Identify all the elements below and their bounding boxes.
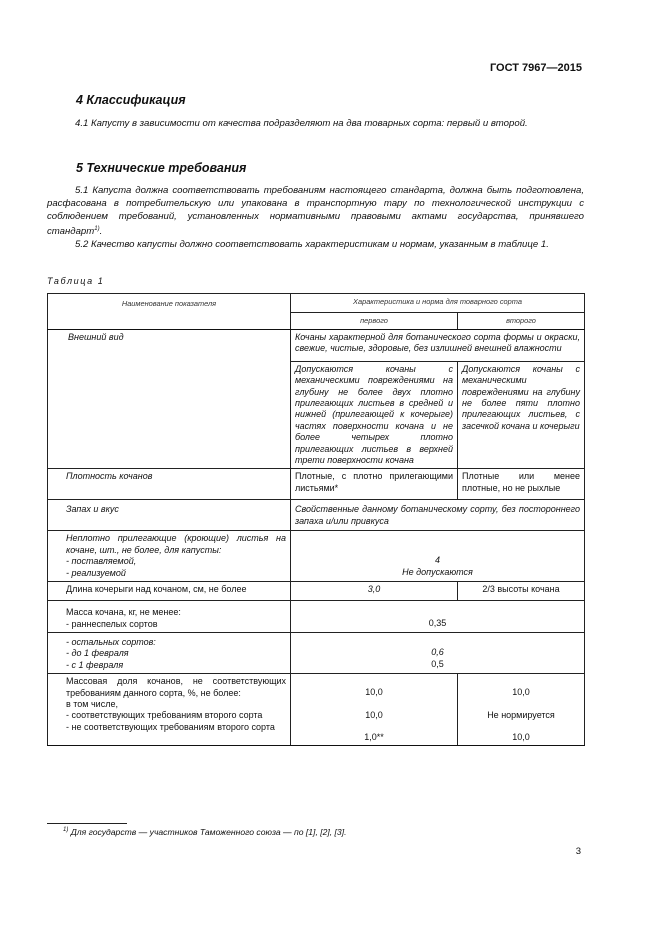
table-row <box>48 601 585 633</box>
appearance-first: Допускаются кочаны с механическими повреждениями на глубину не более двух плотно прилегающих листьев в средней и нижней (прилегающей к кочерыге) частях поверхности кочана и не более четырех плотно прилегающих листьев в верхней трети поверхности кочана <box>291 361 458 469</box>
table-row <box>48 500 585 531</box>
row-label-density: Плотность кочанов <box>48 469 291 500</box>
loose-leaves-val2: Не допускаются <box>402 566 473 577</box>
mass-val3: 0,6 <box>431 647 444 658</box>
mass-val1: 0,35 <box>291 601 585 633</box>
share-label: Массовая доля кочанов, не соответствующих требованиям данного сорта, %, не более: <box>66 676 286 698</box>
table-caption: Таблица 1 <box>47 276 105 286</box>
stalk-second: 2/3 высоты кочана <box>458 582 585 601</box>
clause-5-1-end: . <box>99 226 103 238</box>
row-label-appearance: Внешний вид <box>48 330 291 469</box>
loose-leaves-sub2: - реализуемой <box>66 567 126 578</box>
footnote-marker: 1) <box>63 827 69 834</box>
header-second-grade: второго <box>458 313 585 330</box>
share-sub2: - соответствующих требованиям второго сорта <box>66 710 263 721</box>
share-sub3: - не соответствующих требованиям второго сорта <box>66 721 275 732</box>
loose-leaves-values <box>291 531 585 582</box>
section-4-paragraph <box>47 117 584 130</box>
share-second-values <box>458 674 585 746</box>
share-first2: 1,0** <box>364 731 384 742</box>
page-number: 3 <box>575 846 581 857</box>
header-first-grade: первого <box>291 313 458 330</box>
mass-values-other <box>291 632 585 673</box>
document-id: ГОСТ 7967—2015 <box>489 62 582 74</box>
table-row <box>48 330 585 362</box>
row-label-loose-leaves <box>48 531 291 582</box>
footnote-divider <box>47 823 127 824</box>
table-row <box>48 531 585 582</box>
loose-leaves-sub1: - поставляемой, <box>66 556 137 567</box>
footnote-ref: 1) <box>94 226 100 232</box>
row-label-stalk: Длина кочерыги над кочаном, см, не более <box>48 582 291 601</box>
mass-label: Масса кочана, кг, не менее: <box>66 607 181 618</box>
density-first: Плотные, с плотно прилегающими листьями* <box>291 469 458 500</box>
mass-sub1: - раннеспелых сортов <box>66 618 158 629</box>
clause-5-2: 5.2 Качество капусты должно соответствовать характеристикам и нормам, указанным в таблице 1. <box>75 239 549 251</box>
footnote-text: Для государств — участников Таможенного союза — по [1], [2], [3]. <box>70 827 347 837</box>
share-first-values <box>291 674 458 746</box>
share-sub1: в том числе, <box>66 698 118 709</box>
loose-leaves-label: Неплотно прилегающие (кроющие) листья на кочане, шт., не более, для капусты: <box>66 533 286 555</box>
row-label-smell: Запах и вкус <box>48 500 291 531</box>
share-second2: 10,0 <box>512 731 530 742</box>
row-label-share <box>48 674 291 746</box>
footnote <box>63 827 347 837</box>
row-label-mass-other <box>48 632 291 673</box>
loose-leaves-val1: 4 <box>434 555 440 566</box>
smell-common: Свойственные данному ботаническому сорту, без постороннего запаха и/или привкуса <box>291 500 585 531</box>
section-5-title: 5 Технические требования <box>76 161 247 175</box>
header-indicator: Наименование показателя <box>48 294 291 330</box>
section-4-title: 4 Классификация <box>76 93 186 107</box>
share-second1: Не нормируется <box>487 709 555 720</box>
table-row <box>48 582 585 601</box>
row-label-mass <box>48 601 291 633</box>
appearance-common: Кочаны характерной для ботанического сорта формы и окраски, свежие, чистые, здоровые, без излишней внешней влажности <box>291 330 585 362</box>
mass-sub4: - с 1 февраля <box>66 659 124 670</box>
section-5-paragraphs <box>47 184 584 251</box>
clause-5-1: 5.1 Капуста должна соответствовать требованиям настоящего стандарта, должна быть подготовлена, расфасована в потребительскую или упакована в транспортную тару по технологической инструкции с соблюдением требований, установленных нормативными правовыми актами государства, принявшего стандарт <box>47 185 584 238</box>
header-group: Характеристика и норма для товарного сорта <box>291 294 585 313</box>
share-first1: 10,0 <box>365 709 383 720</box>
mass-val4: 0,5 <box>431 658 444 669</box>
mass-sub3: - до 1 февраля <box>66 648 129 659</box>
table-row <box>48 469 585 500</box>
mass-sub2: - остальных сортов: <box>66 636 156 647</box>
share-first0: 10,0 <box>365 687 383 698</box>
clause-4-1: 4.1 Капусту в зависимости от качества подразделяют на два товарных сорта: первый и второй. <box>75 118 528 129</box>
appearance-second: Допускаются кочаны с механическими повреждениями на глубину не более пяти плотно прилегающих листьев, с засечкой кочана и кочерыги <box>458 361 585 469</box>
density-second: Плотные или менее плотные, но не рыхлые <box>458 469 585 500</box>
requirements-table <box>47 293 585 746</box>
stalk-first: 3,0 <box>291 582 458 601</box>
table-row <box>48 632 585 673</box>
table-row <box>48 674 585 746</box>
table-header-row <box>48 294 585 313</box>
share-second0: 10,0 <box>512 687 530 698</box>
